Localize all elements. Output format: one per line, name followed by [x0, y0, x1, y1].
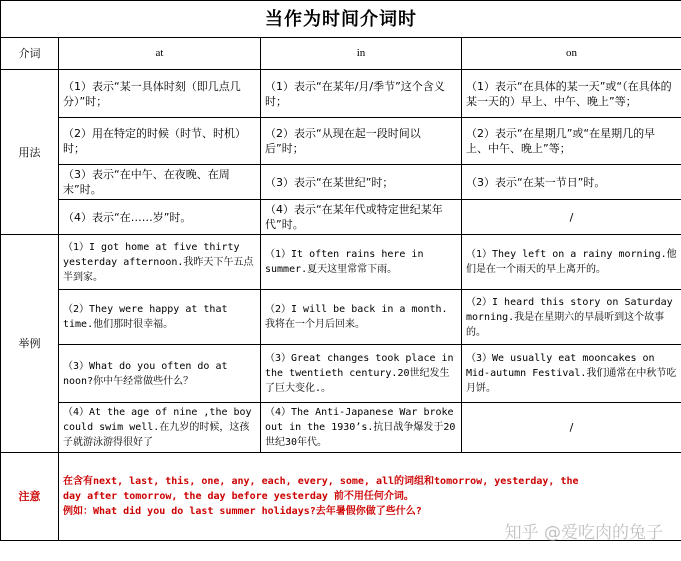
note-line-1: 在含有next, last, this, one, any, each, every, some, all的词组和tomorrow, yesterday, the: [63, 476, 579, 487]
example-row: [1, 345, 681, 403]
example-on-cell: （3）We usually eat mooncakes on Mid-autumn Festival.我们通常在中秋节吃月饼。: [462, 345, 681, 403]
example-at-cell: （3）What do you often do at noon?你中午经常做些什么？: [59, 345, 261, 403]
example-in-cell: （3）Great changes took place in the twentieth century.20世纪发生了巨大变化.。: [261, 345, 462, 403]
usage-on-cell: （2）表示“在星期几”或“在星期几的早上、中午、晚上”等；: [462, 118, 681, 165]
header-row: [1, 38, 681, 70]
title-row: [1, 1, 681, 38]
example-in-cell: （1）It often rains here in summer.夏天这里常常下雨。: [261, 235, 462, 290]
header-in: in: [261, 38, 462, 70]
usage-row: [1, 70, 681, 118]
usage-in-cell: （4）表示“在某年代或特定世纪某年代”时。: [261, 200, 462, 235]
example-in-cell: （4）The Anti-Japanese War broke out in the 1930’s.抗日战争爆发于20世纪30年代。: [261, 403, 462, 453]
usage-row: [1, 165, 681, 200]
usage-row: [1, 200, 681, 235]
usage-in-cell: （3）表示“在某世纪”时；: [261, 165, 462, 200]
example-on-cell: （2）I heard this story on Saturday morning.我是在星期六的早晨听到这个故事的。: [462, 290, 681, 345]
example-at-cell: （2）They were happy at that time.他们那时很幸福。: [59, 290, 261, 345]
usage-on-cell: （1）表示“在具体的某一天”或“（在具体的某一天的）早上、中午、晚上”等；: [462, 70, 681, 118]
usage-in-cell: （1）表示“在某年/月/季节”这个含义时；: [261, 70, 462, 118]
usage-in-cell: （2）表示“从现在起一段时间以后”时；: [261, 118, 462, 165]
note-label: 注意: [1, 453, 59, 541]
example-on-cell: （1）They left on a rainy morning.他们是在一个雨天的早上离开的。: [462, 235, 681, 290]
note-example: 例如：What did you do last summer holidays?去年暑假你做了些什么?: [63, 506, 422, 517]
example-row: [1, 403, 681, 453]
usage-on-cell: （3）表示“在某一节日”时。: [462, 165, 681, 200]
usage-at-cell: （3）表示“在中午、在夜晚、在周末”时。: [59, 165, 261, 200]
example-at-cell: （4）At the age of nine ,the boy could swim well.在九岁的时候，这孩子就游泳游得很好了: [59, 403, 261, 453]
example-in-cell: （2）I will be back in a month.我将在一个月后回来。: [261, 290, 462, 345]
usage-row: [1, 118, 681, 165]
example-row: [1, 290, 681, 345]
example-row: [1, 235, 681, 290]
examples-label: 举例: [1, 235, 59, 453]
watermark: 知乎 @爱吃肉的兔子: [504, 523, 663, 543]
example-at-cell: （1）I got home at five thirty yesterday afternoon.我昨天下午五点半到家。: [59, 235, 261, 290]
header-at: at: [59, 38, 261, 70]
table-title: 当作为时间介词时: [1, 1, 681, 38]
header-on: on: [462, 38, 681, 70]
note-line-2: day after tomorrow, the day before yesterday 前不用任何介词。: [63, 491, 414, 502]
usage-label: 用法: [1, 70, 59, 235]
usage-on-cell: /: [462, 200, 681, 235]
example-on-cell: /: [462, 403, 681, 453]
usage-at-cell: （4）表示“在……岁”时。: [59, 200, 261, 235]
header-preposition: 介词: [1, 38, 59, 70]
usage-at-cell: （1）表示“某一具体时刻（即几点几分）”时；: [59, 70, 261, 118]
usage-at-cell: （2）用在特定的时候（时节、时机）时；: [59, 118, 261, 165]
